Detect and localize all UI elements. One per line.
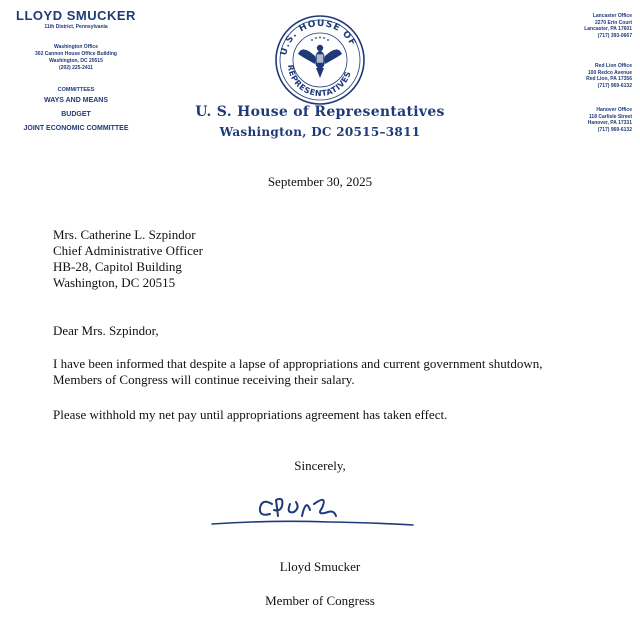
recipient-line: Washington, DC 20515 bbox=[53, 275, 176, 290]
paragraph-line: I have been informed that despite a lapse of appropriations and current government shutdown, bbox=[53, 356, 543, 371]
signature-image bbox=[210, 490, 415, 530]
letter-paragraph-1 bbox=[53, 356, 613, 388]
district-office-hanover bbox=[522, 107, 632, 133]
office-line: (717) 969-6132 bbox=[597, 82, 632, 89]
district-office-lancaster bbox=[522, 13, 632, 39]
office-line: 100 Redco Avenue bbox=[587, 69, 632, 76]
paragraph-line: Members of Congress will continue receiving their salary. bbox=[53, 372, 355, 387]
dc-office-line: 302 Cannon House Office Building bbox=[35, 51, 117, 57]
office-line: (717) 969-6132 bbox=[597, 126, 632, 133]
svg-text:REPRESENTATIVES: REPRESENTATIVES bbox=[285, 64, 353, 99]
office-line: Lancaster, PA 17601 bbox=[584, 26, 632, 32]
office-line: Hanover, PA 17331 bbox=[587, 120, 632, 126]
svg-text:U.S. HOUSE OF: U.S. HOUSE OF bbox=[279, 18, 358, 57]
committees-heading: COMMITTEES bbox=[57, 87, 95, 93]
committees-list bbox=[6, 86, 146, 136]
salutation: Dear Mrs. Szpindor, bbox=[53, 323, 159, 338]
closing: Sincerely, bbox=[294, 458, 346, 473]
office-line: 118 Carlisle Street bbox=[588, 113, 632, 120]
house-city: Washington, DC 20515–3811 bbox=[219, 125, 421, 139]
recipient-line: Chief Administrative Officer bbox=[53, 243, 203, 258]
office-line: Hanover Office bbox=[596, 107, 632, 113]
committee-item: BUDGET bbox=[61, 111, 91, 118]
house-name: U. S. House of Representatives bbox=[195, 104, 445, 120]
recipient-address bbox=[53, 227, 203, 291]
member-district: 11th District, Pennsylvania bbox=[44, 24, 108, 30]
signer-name: Lloyd Smucker bbox=[279, 559, 361, 574]
dc-office-line: (202) 225-2411 bbox=[59, 65, 93, 71]
committee-item: JOINT ECONOMIC COMMITTEE bbox=[23, 125, 129, 132]
office-line: Lancaster Office bbox=[592, 13, 632, 19]
dc-office-line: Washington, DC 20515 bbox=[49, 58, 103, 64]
recipient-line: Mrs. Catherine L. Szpindor bbox=[53, 227, 196, 242]
dc-office-address bbox=[6, 44, 146, 72]
house-seal-logo bbox=[274, 14, 366, 106]
committee-item: WAYS AND MEANS bbox=[43, 97, 109, 104]
signer-title: Member of Congress bbox=[265, 593, 375, 608]
member-header bbox=[6, 8, 146, 136]
house-title-block bbox=[180, 104, 460, 139]
office-line: Red Lion Office bbox=[595, 63, 632, 69]
member-name: LLOYD SMUCKER bbox=[16, 8, 136, 23]
office-line: (717) 393-0667 bbox=[597, 32, 632, 39]
letter-paragraph-2: Please withhold my net pay until appropriations agreement has taken effect. bbox=[53, 407, 448, 422]
office-line: Red Lion, PA 17356 bbox=[586, 76, 632, 82]
dc-office-line: Washington Office bbox=[54, 44, 98, 50]
recipient-line: HB-28, Capitol Building bbox=[53, 259, 182, 274]
district-office-red-lion bbox=[522, 63, 632, 89]
letter-date: September 30, 2025 bbox=[267, 174, 373, 189]
office-line: 2270 Erin Court bbox=[595, 19, 632, 26]
